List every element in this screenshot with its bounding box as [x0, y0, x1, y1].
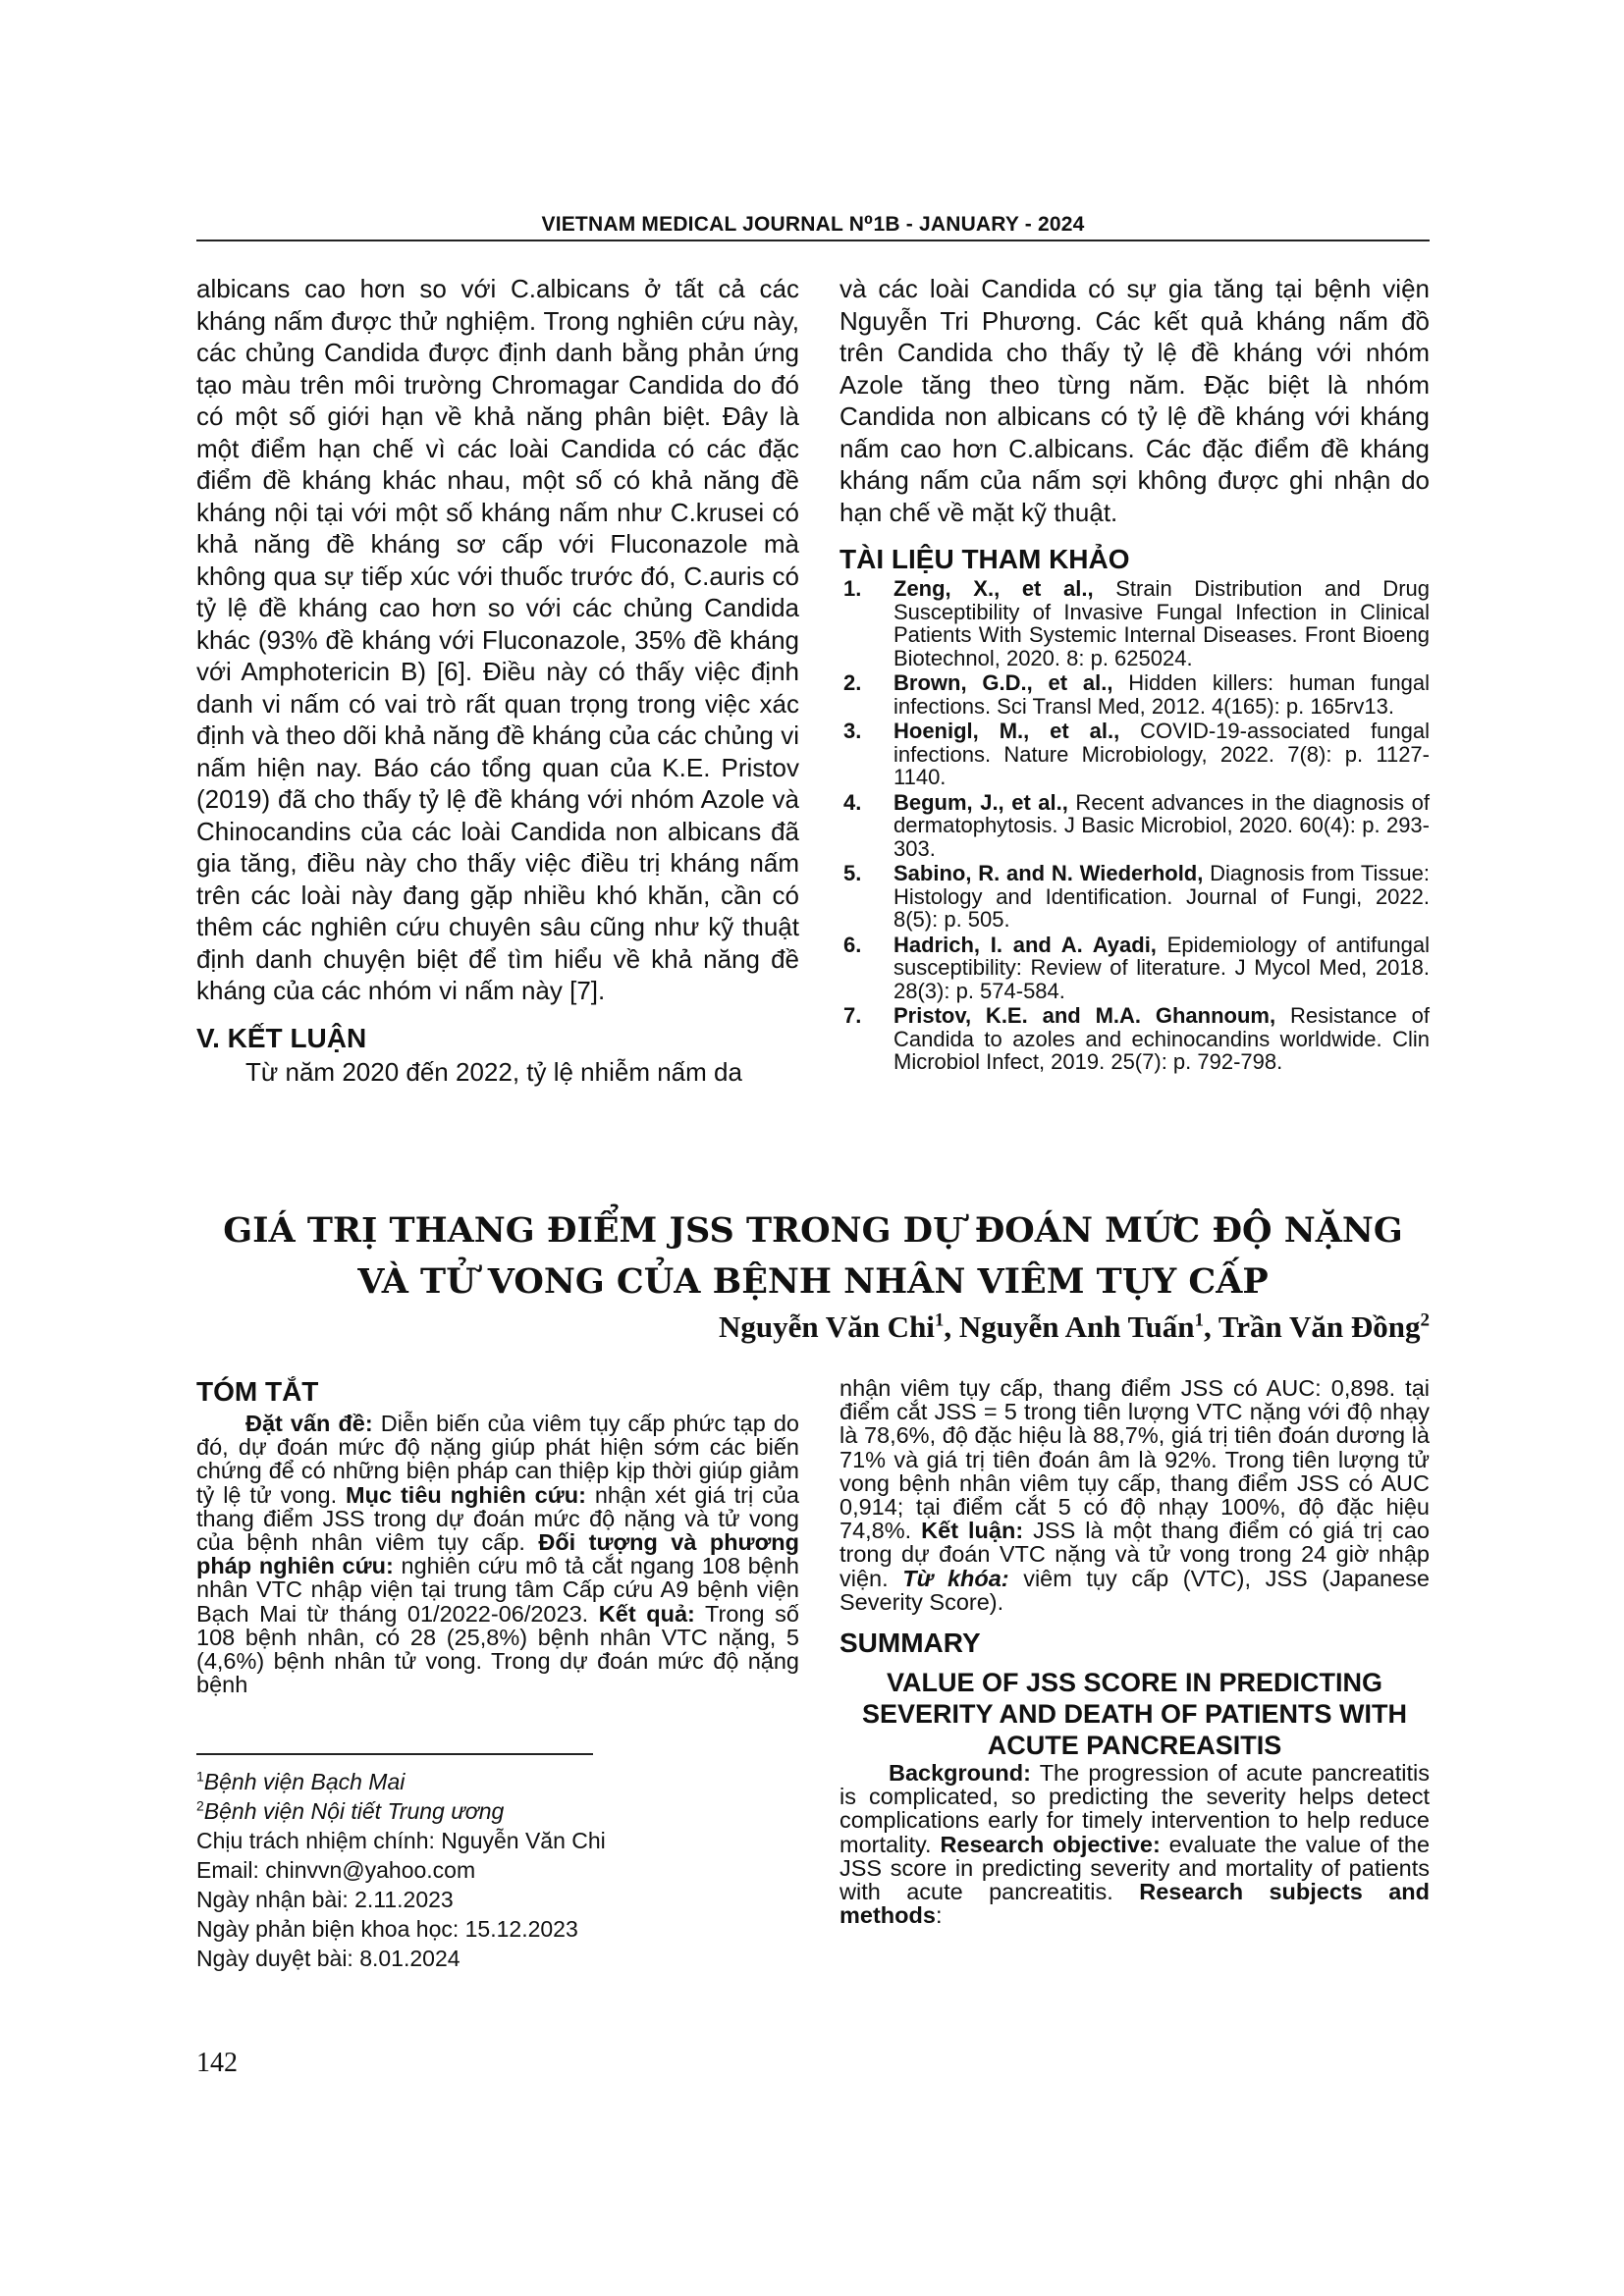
summary-heading: SUMMARY [839, 1628, 981, 1659]
footnote-mark: 1 [196, 1768, 204, 1785]
article-title [196, 1205, 1430, 1308]
reference-authors: Hadrich, I. and A. Ayadi, [893, 932, 1157, 957]
prev-left-column [196, 273, 799, 1088]
footnotes [196, 1767, 606, 1973]
reference-text: Diagnosis from Tissue: Histology and Identification. Journal of Fungi, 2022. 8(5): p. 505. [893, 861, 1430, 932]
footnote-text: Ngày duyệt bài: 8.01.2024 [196, 1946, 460, 1971]
summary-title: VALUE OF JSS SCORE IN PREDICTING SEVERITY AND DEATH OF PATIENTS WITH ACUTE PANCREASITIS [861, 1668, 1408, 1761]
footnote-line [196, 1855, 606, 1885]
running-head: VIETNAM MEDICAL JOURNAL N⁰1B - JANUARY - 2024 [541, 213, 1085, 236]
bold-label: Từ khóa: [902, 1565, 1009, 1591]
bold-label: Đặt vấn đề: [245, 1411, 373, 1436]
reference-number: 2. [843, 670, 862, 695]
paragraph-text: viêm tụy cấp (VTC), JSS (Japanese Severity Score). [839, 1565, 1430, 1615]
bold-label: Kết quả: [598, 1600, 695, 1627]
reference-number: 3. [843, 719, 862, 743]
conclusion-heading: V. KẾT LUẬN [196, 1022, 367, 1053]
footnote-text: Bệnh viện Bạch Mai [203, 1769, 406, 1794]
footnote-rule [196, 1753, 593, 1755]
reference-authors: Sabino, R. and N. Wiederhold, [893, 861, 1204, 885]
prev-right-column [839, 273, 1430, 1076]
bold-label: Research subjects and methods [839, 1879, 1431, 1929]
footnote-line [196, 1914, 606, 1944]
reference-text: Strain Distribution and Drug Susceptibility of Invasive Fungal Infection in Clinical Patients With Systemic Internal Diseases. Front Bioeng Biotechnol, 2020. 8: p. 625024. [893, 576, 1430, 670]
footnote-line [196, 1796, 606, 1826]
article-title-line2: VÀ TỬ VONG CỦA BỆNH NHÂN VIÊM TỤY CẤP [357, 1261, 1269, 1302]
abstract-right-text [839, 1376, 1430, 1614]
paragraph-text: JSS là một thang điểm có giá trị cao trong dự đoán VTC nặng và tử vong trong 24 giờ nhập viện. [839, 1518, 1430, 1591]
abstract-left-column [196, 1374, 799, 1696]
header-rule [196, 240, 1430, 241]
author-affiliation-mark: 1 [934, 1309, 945, 1331]
reference-item [839, 791, 1430, 861]
references-heading: TÀI LIỆU THAM KHẢO [839, 544, 1130, 574]
author-affiliation-mark: 1 [1194, 1309, 1204, 1331]
footnote-line [196, 1767, 606, 1796]
reference-text: Resistance of Candida to azoles and echinocandins worldwide. Clin Microbiol Infect, 2019. 25(7): p. 792-798. [893, 1003, 1431, 1074]
reference-item [839, 720, 1430, 789]
reference-text: Recent advances in the diagnosis of dermatophytosis. J Basic Microbiol, 2020. 60(4): p. 293-303. [893, 789, 1431, 861]
reference-text: Hidden killers: human fungal infections. Sci Transl Med, 2012. 4(165): p. 165rv13. [893, 670, 1430, 719]
reference-text: COVID-19-associated fungal infections. Nature Microbiology, 2022. 7(8): p. 1127-1140. [893, 719, 1430, 789]
paragraph-text: Trong số 108 bệnh nhân, có 28 (25,8%) bệnh nhân VTC nặng, 5 (4,6%) bệnh nhân tử vong. Trong dự đoán mức độ nặng bệnh [196, 1600, 799, 1698]
reference-authors: Begum, J., et al., [893, 789, 1068, 815]
reference-authors: Hoenigl, M., et al., [893, 719, 1120, 743]
reference-text: Epidemiology of antifungal susceptibility: Review of literature. J Mycol Med, 2018. 28(3): p. 574-584. [893, 932, 1430, 1003]
reference-item [839, 862, 1430, 932]
bold-label: Đối tượng và phương pháp nghiên cứu: [196, 1529, 799, 1579]
bold-label: Research objective: [940, 1831, 1161, 1857]
summary-body-text [839, 1761, 1430, 1927]
reference-number: 5. [843, 861, 862, 885]
paragraph-text: nhận viêm tụy cấp, thang điểm JSS có AUC: 0,898. tại điểm cắt JSS = 5 trong tiên lượng VTC nặng với độ nhạy là 78,6%, độ đặc hiệu là 88,7%, giá trị tiên đoán dương là 71% và giá trị tiên đoán âm là 92%. Trong tiên lượng tử vong bệnh nhân viêm tụy cấp, thang điểm JSS có AUC 0,914; tại điểm cắt 5 có độ nhạy 100%, độ đặc hiệu 74,8%. [839, 1375, 1430, 1544]
prev-left-paragraph: albicans cao hơn so với C.albicans ở tất cả các kháng nấm được thử nghiệm. Trong nghiên cứu này, các chủng Candida được định danh bằng phản ứng tạo màu trên môi trường Chromagar Candida do đó có một số giới hạn về khả năng phân biệt. Đây là một điểm hạn chế vì các loài Candida có các đặc điểm đề kháng khác nhau, một số có khả năng đề kháng nội tại với một số kháng nấm như C.krusei có khả năng đề kháng sơ cấp với Fluconazole mà không qua sự tiếp xúc với thuốc trước đó, C.auris có tỷ lệ đề kháng cao hơn so với các chủng Candida khác (93% đề kháng với Fluconazole, 35% đề kháng với Amphotericin B) [6]. Điều này có thấy việc định danh vi nấm có vai trò rất quan trọng trong việc xác định và theo dõi khả năng đề kháng của các chủng vi nấm hiện nay. Báo cáo tổng quan của K.E. Pristov (2019) đã cho thấy tỷ lệ đề kháng với nhóm Azole và Chinocandins của các loài Candida non albicans đã gia tăng, điều này cho thấy việc điều trị kháng nấm trên các loài này đang gặp nhiều khó khăn, cần có thêm các nghiên cứu chuyên sâu cũng như kỹ thuật định danh chuyện biệt để tìm hiểu về khả năng đề kháng của các nhóm vi nấm này [7]. [196, 274, 799, 1005]
author-name: Nguyễn Anh Tuấn [958, 1309, 1195, 1344]
reference-authors: Brown, G.D., et al., [893, 670, 1113, 695]
paragraph-text: : [935, 1902, 943, 1929]
article-title-line1: GIÁ TRỊ THANG ĐIỂM JSS TRONG DỰ ĐOÁN MỨC ĐỘ NẶNG [223, 1210, 1403, 1251]
footnote-line [196, 1885, 606, 1914]
reference-item [839, 1004, 1430, 1074]
reference-authors: Pristov, K.E. and M.A. Ghannoum, [893, 1003, 1276, 1028]
footnote-line [196, 1826, 606, 1855]
footnote-mark: 2 [196, 1797, 204, 1814]
reference-number: 4. [843, 789, 862, 815]
author-name: Nguyễn Văn Chi [718, 1309, 935, 1344]
author-list [719, 1309, 1430, 1345]
reference-number: 6. [843, 932, 862, 957]
bold-label: Kết luận: [921, 1518, 1024, 1544]
reference-item [839, 577, 1430, 669]
footnote-text: Ngày phản biện khoa học: 15.12.2023 [196, 1916, 578, 1942]
author-separator: , [944, 1309, 959, 1344]
references-list [839, 577, 1430, 1074]
footnote-line [196, 1944, 606, 1973]
footnote-text: Bệnh viện Nội tiết Trung ương [203, 1798, 505, 1824]
paragraph-text: The progression of acute pancreatitis is complicated, so predicting the severity helps detect complications early for timely intervention to help reduce mortality. [839, 1760, 1430, 1857]
author-separator: , [1203, 1309, 1218, 1344]
bold-label: Background: [889, 1760, 1031, 1787]
paragraph-text: Diễn biến của viêm tụy cấp phức tạp do đó, dự đoán mức độ nặng giúp phát hiện sớm các biến chứng để có những biện pháp can thiệp kịp thời giúp giảm tỷ lệ tử vong. [196, 1411, 799, 1508]
footnote-text: Ngày nhận bài: 2.11.2023 [196, 1887, 454, 1912]
abstract-right-column [839, 1376, 1430, 1927]
abstract-heading: TÓM TẮT [196, 1376, 319, 1407]
reference-number: 7. [843, 1003, 862, 1028]
paragraph-text: evaluate the value of the JSS score in predicting severity and mortality of patients with acute pancreatitis. [839, 1831, 1431, 1905]
reference-item [839, 934, 1430, 1003]
footnote-text: Email: chinvvn@yahoo.com [196, 1857, 476, 1883]
prev-right-paragraph: và các loài Candida có sự gia tăng tại bệnh viện Nguyễn Tri Phương. Các kết quả kháng nấm đồ trên Candida cho thấy tỷ lệ đề kháng với nhóm Azole tăng theo từng năm. Đặc biệt là nhóm Candida non albicans có tỷ lệ đề kháng với kháng nấm cao hơn C.albicans. Các đặc điểm đề kháng kháng nấm của nấm sợi không được ghi nhận do hạn chế về mặt kỹ thuật. [839, 274, 1430, 527]
reference-item [839, 671, 1430, 718]
page-number: 142 [196, 2048, 238, 2078]
reference-authors: Zeng, X., et al., [893, 576, 1094, 601]
footnote-text: Chịu trách nhiệm chính: Nguyễn Văn Chi [196, 1828, 606, 1853]
abstract-left-text [196, 1412, 799, 1696]
conclusion-start: Từ năm 2020 đến 2022, tỷ lệ nhiễm nấm da [245, 1056, 742, 1087]
bold-label: Mục tiêu nghiên cứu: [346, 1481, 586, 1508]
author-name: Trần Văn Đồng [1218, 1309, 1421, 1344]
author-affiliation-mark: 2 [1420, 1309, 1430, 1331]
paragraph-text: nhận xét giá trị của thang điểm JSS trong dự đoán mức độ nặng và tử vong của bệnh nhân viêm tụy cấp. [196, 1481, 800, 1556]
paragraph-text: nghiên cứu mô tả cắt ngang 108 bệnh nhân VTC nhập viện tại trung tâm Cấp cứu A9 bệnh viện Bạch Mai từ tháng 01/2022-06/2023. [196, 1553, 799, 1627]
reference-number: 1. [843, 576, 862, 601]
